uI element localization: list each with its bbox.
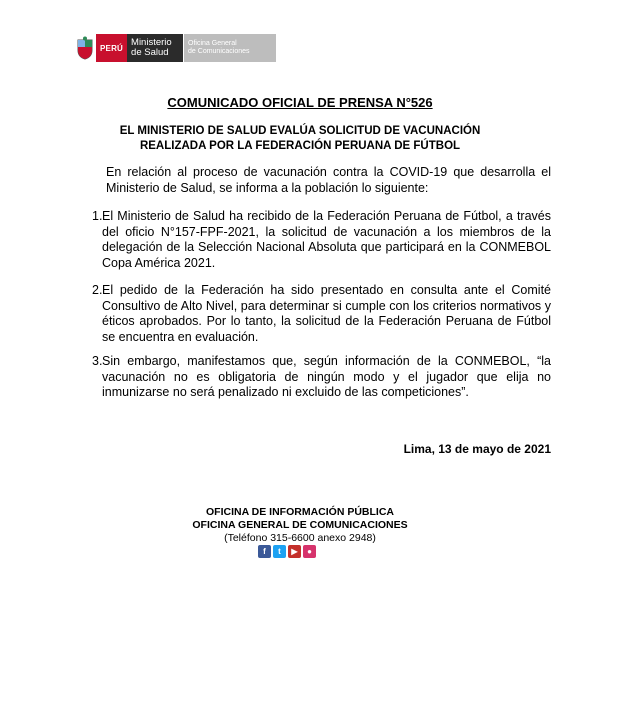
- footer-phone: (Teléfono 315-6600 anexo 2948): [224, 532, 376, 544]
- document-date: Lima, 13 de mayo de 2021: [403, 442, 551, 456]
- list-item-text: Sin embargo, manifestamos que, según información de la CONMEBOL, “la vacunación no es obligatoria de ningún modo y el jugador que elija no inmunizarse no será penalizado ni excluido de las competiciones”.: [102, 354, 551, 399]
- list-item: 2. El pedido de la Federación ha sido presentado en consulta ante el Comité Consultivo de Alto Nivel, para determinar si cumple con los criterios normativos y éticos aprobados. Por lo tanto, la solicitud de la Federación Peruana de Fútbol se encuentra en evaluación.: [92, 283, 551, 344]
- footer-office-communications: OFICINA GENERAL DE COMUNICACIONES: [192, 519, 408, 531]
- flickr-icon[interactable]: ●: [303, 545, 316, 558]
- ministry-line1: Ministerio: [131, 37, 172, 48]
- subtitle-line1: EL MINISTERIO DE SALUD EVALÚA SOLICITUD DE VACUNACIÓN: [119, 125, 481, 137]
- facebook-icon[interactable]: f: [258, 545, 271, 558]
- office-line2: de Comunicaciones: [188, 48, 250, 55]
- peru-coat-of-arms-icon: [74, 34, 96, 62]
- document-title: COMUNICADO OFICIAL DE PRENSA N°526: [167, 95, 433, 110]
- list-item: 3. Sin embargo, manifestamos que, según información de la CONMEBOL, “la vacunación no es obligatoria de ningún modo y el jugador que elija no inmunizarse no será penalizado ni excluido de las competiciones”.: [92, 354, 551, 399]
- youtube-icon[interactable]: ▶: [288, 545, 301, 558]
- document-subtitle: [0, 124, 600, 154]
- list-item: 1. El Ministerio de Salud ha recibido de la Federación Peruana de Fútbol, a través del oficio N°157-FPF-2021, la solicitud de vacunación a los miembros de la delegación de la Selección Nacional Absoluta que participará en la CONMEBOL Copa América 2021.: [92, 209, 551, 270]
- list-item-text: El Ministerio de Salud ha recibido de la Federación Peruana de Fútbol, a través del oficio N°157-FPF-2021, la solicitud de vacunación a los miembros de la delegación de la Selección Nacional Absoluta que participará en la CONMEBOL Copa América 2021.: [102, 209, 551, 270]
- office-line1: Oficina General: [188, 40, 237, 47]
- intro-paragraph: En relación al proceso de vacunación contra la COVID-19 que desarrolla el Ministerio de Salud, se informa a la población lo siguiente:: [106, 165, 551, 195]
- ministry-label: [127, 34, 183, 62]
- footer-office-info: OFICINA DE INFORMACIÓN PÚBLICA: [205, 506, 395, 518]
- minsa-header-logo: [74, 34, 276, 62]
- peru-label: PERÚ: [96, 34, 127, 62]
- office-label: [183, 34, 276, 62]
- ministry-line2: de Salud: [131, 47, 169, 58]
- social-icons: [258, 545, 316, 558]
- list-item-text: El pedido de la Federación ha sido presentado en consulta ante el Comité Consultivo de Alto Nivel, para determinar si cumple con los criterios normativos y éticos aprobados. Por lo tanto, la solicitud de la Federación Peruana de Fútbol se encuentra en evaluación.: [102, 283, 551, 344]
- twitter-icon[interactable]: t: [273, 545, 286, 558]
- subtitle-line2: REALIZADA POR LA FEDERACIÓN PERUANA DE FÚTBOL: [139, 140, 461, 152]
